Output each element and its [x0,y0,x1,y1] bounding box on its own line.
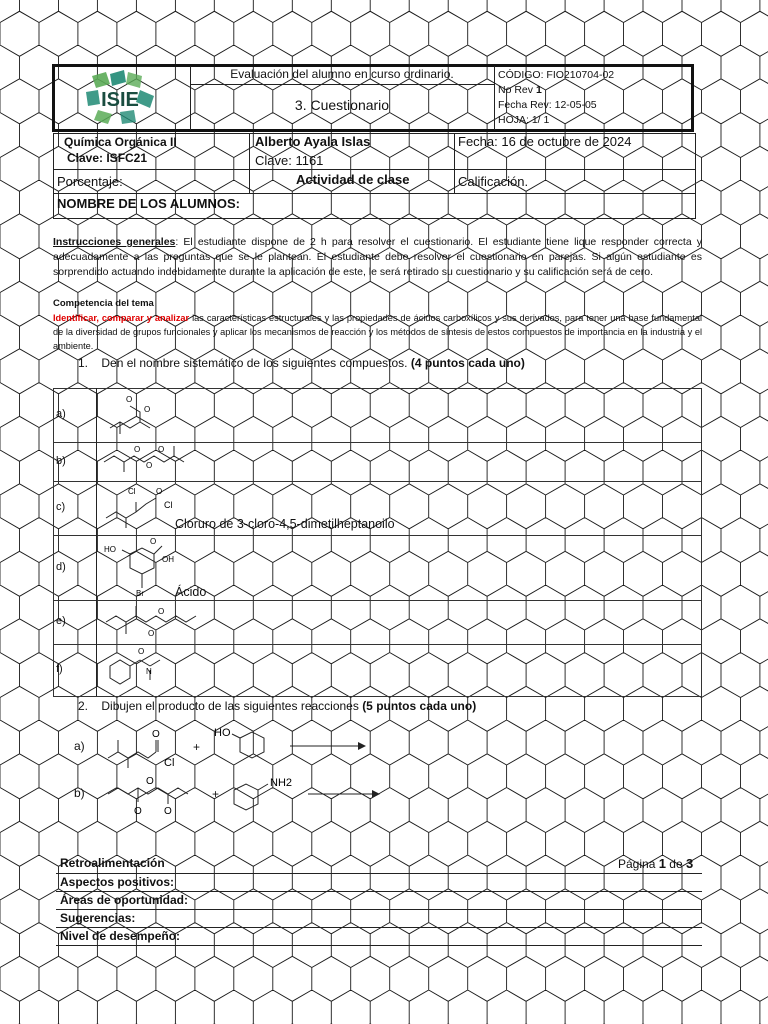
students-field[interactable]: NOMBRE DE LOS ALUMNOS: [57,196,240,211]
page-prefix: Página [618,857,659,871]
q1-row-label: d) [56,561,66,573]
competence-label: Competencia del tema [53,298,154,309]
course-code: Clave: ISFC21 [67,151,148,165]
reaction-a-arrow [288,740,368,752]
molecule-d-structure [100,536,190,598]
molecule-f-structure [100,644,190,694]
q2-number: 2. [78,699,89,713]
reaction-b-arrow [306,788,382,800]
instructions [53,235,702,280]
logo-text: ISIE [101,89,139,111]
q1-row-label: a) [56,408,66,420]
opportunity-areas-field[interactable]: Áreas de oportunidad: [60,893,189,907]
mol-d-atom-4: Br [136,589,144,598]
mol-f-atom-1: O [138,647,145,656]
mol-a-atom-2: O [126,395,133,404]
q1-text: Den el nombre sistemático de los siguientes compuestos. [101,356,411,370]
answer-d[interactable]: Ácido [175,585,207,599]
page-number: 1 [658,856,666,871]
q1-row-label: b) [56,455,66,467]
molecule-b-structure [100,440,200,478]
sheet-number: HOJA: 1/ 1 [498,114,550,126]
q1-row-label: f) [56,663,63,675]
percent-field[interactable]: Porcentaje: [57,174,123,189]
reaction-a-hydroxyl: HO [214,727,231,739]
reaction-b-reagent-1 [100,772,210,820]
mol-d-atom-2: O [150,537,157,546]
mol-e-atom-2: O [158,607,165,616]
reaction-a-atom-1: O [152,729,160,740]
mol-e-atom-1: O [148,629,155,638]
mol-c-atom-1: Cl [128,487,136,496]
page-indicator [618,856,693,871]
reaction-b-atom-1: O [146,776,154,787]
q2-points: (5 puntos cada uno) [362,699,477,713]
question-1 [78,356,525,370]
plus-sign-b: + [212,787,220,801]
q1-row-label: e) [56,615,66,627]
teacher-name: Alberto Ayala Islas [255,134,371,149]
doc-revision [498,83,542,97]
mol-b-atom-1: O [134,445,141,454]
reaction-b-atom-2: O [134,806,142,817]
reaction-b-reagent-2 [226,770,302,820]
q1-row-label: c) [56,501,66,513]
competence [53,311,702,353]
rev-value: 1 [535,84,542,96]
molecule-c-structure [100,482,190,532]
molecule-e-structure [100,602,210,642]
page-of: de [665,857,686,871]
rev-label: No Rev [498,84,534,96]
page-total: 3 [685,856,694,871]
activity-type: Actividad de clase [296,172,410,187]
feedback-title: Retroalimentación [60,856,165,870]
question-2 [78,699,476,713]
isie-logo [80,70,160,126]
competence-text: las características estructurales y las propiedades de ácidos carboxílicos y sus derivados, para tener una base fundamental de la diversidad de grupos funcionales y aplicar los mecanismos de reacción y los métodos de síntesis de estos compuestos de importancia en la industria y el ambiente. [53,313,702,351]
q1-points: (4 puntos cada uno) [410,356,525,370]
mol-b-atom-3: O [158,445,165,454]
suggestions-field[interactable]: Sugerencias: [60,911,136,925]
header-title: Evaluación del alumno en curso ordinario. [230,67,454,81]
mol-d-atom-3: OH [162,555,174,564]
reaction-a-atom-2: Cl [164,757,175,769]
header-subtitle: 3. Cuestionario [294,97,390,113]
reaction-b-label: b) [74,786,85,800]
answer-c[interactable]: Cloruro de 3-cloro-4,5-dimetilheptanoilo [175,517,395,531]
doc-code: CÓDIGO: FIO210704-02 [498,69,615,81]
mol-f-atom-2: N [146,667,152,676]
reaction-a-label: a) [74,739,85,753]
plus-sign-a: + [193,740,201,754]
course-name: Química Orgánica II [64,135,177,149]
exam-date: Fecha: 16 de octubre de 2024 [458,134,632,149]
grade-field[interactable]: Calificación. [458,174,529,189]
rev-date: Fecha Rev: 12-05-05 [498,99,597,111]
q2-text: Dibujen el producto de las siguientes reacciones [101,699,363,713]
q1-number: 1. [78,356,89,370]
positive-aspects-field[interactable]: Aspectos positivos: [60,875,175,889]
reaction-a-reagent-2 [210,724,280,772]
teacher-code: Clave: 1161 [255,153,324,168]
instructions-label: Instrucciones generales [53,236,176,248]
mol-c-atom-3: Cl [164,500,173,510]
mol-d-atom-1: HO [104,545,116,554]
mol-b-atom-2: O [146,461,153,470]
mol-c-atom-2: O [156,487,163,496]
competence-verbs: Identificar, comparar y analizar [53,313,190,323]
mol-a-atom-1: O [144,405,151,414]
performance-level-field[interactable]: Nivel de desempeño: [60,929,181,943]
instructions-text: : El estudiante dispone de 2 h para resolver el cuestionario. El estudiante tiene lique responder correcta y adecuadamente a las preguntas que se le plantean. El estudiante debe resolver el cuestionario en parejas. Si algún estudiante es sorprendido actuando indebidamente durante la aplicación de este, le será retirado su cuestionario y su calificación será de cero. [53,236,702,278]
reaction-a-reagent-1 [100,724,190,772]
molecule-a-structure [100,390,180,442]
reaction-b-amine: NH2 [270,777,293,789]
reaction-b-atom-3: O [164,806,172,817]
